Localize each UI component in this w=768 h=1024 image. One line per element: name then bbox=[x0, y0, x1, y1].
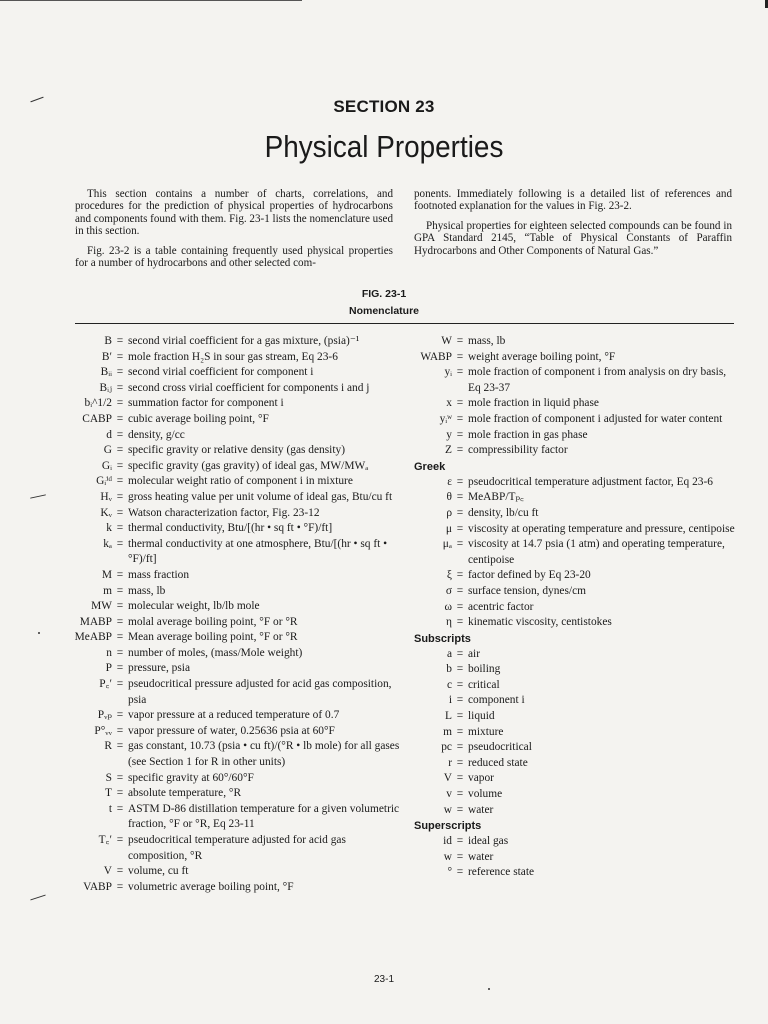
entry-definition: pressure, psia bbox=[128, 662, 190, 675]
equals-sign: = bbox=[456, 600, 464, 613]
nomenclature-entry bbox=[60, 428, 400, 444]
equals-sign: = bbox=[116, 350, 124, 363]
entry-symbol: Z bbox=[445, 444, 452, 457]
entry-definition: Mean average boiling point, °F or °R bbox=[128, 631, 298, 644]
entry-definition: pseudocritical pressure adjusted for acid gas composition, psia bbox=[128, 678, 392, 706]
entry-symbol: a bbox=[446, 647, 452, 660]
entry-definition: thermal conductivity at one atmosphere, Btu/[(hr • sq ft • °F)/ft] bbox=[128, 537, 388, 566]
scan-dot bbox=[38, 632, 40, 634]
equals-sign: = bbox=[116, 646, 124, 659]
equals-sign: = bbox=[456, 663, 464, 676]
entry-definition: Watson characterization factor, Fig. 23-12 bbox=[128, 506, 320, 519]
entry-definition: compressibility factor bbox=[468, 444, 568, 457]
entry-symbol: V bbox=[443, 772, 452, 785]
entry-symbol: WABP bbox=[420, 350, 452, 363]
nomenclature-entry bbox=[380, 568, 740, 584]
nomenclature-right-column bbox=[380, 334, 740, 881]
entry-symbol: ° bbox=[447, 866, 452, 879]
nomenclature-entry bbox=[60, 490, 400, 506]
entry-symbol: T꜀′ bbox=[98, 834, 112, 846]
equals-sign: = bbox=[456, 866, 464, 879]
entry-symbol: yᵢ bbox=[444, 366, 452, 379]
entry-definition: reference state bbox=[468, 866, 535, 879]
section-number: SECTION 23 bbox=[333, 97, 435, 116]
entry-definition: absolute temperature, °R bbox=[128, 787, 242, 800]
equals-sign: = bbox=[456, 444, 464, 457]
nomenclature-left-column bbox=[60, 334, 400, 895]
entry-symbol: yᵢʷ bbox=[439, 412, 452, 425]
entry-symbol: y bbox=[446, 428, 452, 441]
equals-sign: = bbox=[456, 835, 464, 848]
entry-definition: density, g/cc bbox=[128, 428, 185, 441]
nomenclature-entry bbox=[380, 475, 740, 491]
equals-sign: = bbox=[116, 662, 124, 675]
equals-sign: = bbox=[456, 678, 464, 691]
entry-symbol: MW bbox=[91, 600, 112, 613]
entry-symbol: w bbox=[443, 850, 452, 863]
equals-sign: = bbox=[116, 475, 124, 488]
nomenclature-entry bbox=[380, 584, 740, 600]
entry-definition: factor defined by Eq 23-20 bbox=[468, 569, 591, 582]
intro-paragraph: Physical properties for eighteen selected compounds can be found in GPA Standard 2145, “Table of Physical Constants of Paraffin Hydrocarbons and Other Components of Natural Gas.” bbox=[414, 219, 732, 257]
entry-symbol: Bᵢⱼ bbox=[99, 381, 112, 394]
nomenclature-entry bbox=[380, 771, 740, 787]
equals-sign: = bbox=[116, 740, 124, 753]
entry-symbol: Hᵥ bbox=[100, 490, 112, 503]
equals-sign: = bbox=[116, 335, 124, 347]
nomenclature-entry bbox=[380, 412, 740, 428]
entry-symbol: ρ bbox=[446, 506, 452, 519]
entry-definition: water bbox=[468, 850, 494, 863]
entry-symbol: P°ᵥᵥ bbox=[94, 724, 112, 737]
equals-sign: = bbox=[456, 522, 464, 535]
figure-rule bbox=[75, 323, 734, 324]
nomenclature-entry bbox=[60, 334, 400, 350]
nomenclature-entry bbox=[60, 864, 400, 880]
nomenclature-entry bbox=[60, 677, 400, 708]
equals-sign: = bbox=[456, 538, 464, 551]
equals-sign: = bbox=[116, 506, 124, 519]
equals-sign: = bbox=[116, 412, 124, 425]
entry-definition: reduced state bbox=[468, 756, 528, 769]
entry-symbol: μₐ bbox=[442, 538, 452, 551]
equals-sign: = bbox=[116, 366, 124, 379]
entry-definition: volume, cu ft bbox=[128, 865, 189, 878]
nomenclature-entry bbox=[60, 412, 400, 428]
entry-definition: vapor bbox=[468, 772, 494, 785]
nomenclature-entry bbox=[60, 880, 400, 896]
entry-definition: mole fraction H₂S in sour gas stream, Eq 23-6 bbox=[128, 350, 338, 363]
nomenclature-entry bbox=[60, 474, 400, 490]
nomenclature-entry bbox=[380, 740, 740, 756]
entry-symbol: Pᵥₚ bbox=[97, 709, 112, 722]
nomenclature-entry bbox=[60, 568, 400, 584]
entry-definition: mass fraction bbox=[128, 568, 190, 581]
entry-symbol: θ bbox=[446, 491, 452, 504]
entry-symbol: MABP bbox=[79, 615, 112, 628]
nomenclature-entry bbox=[60, 739, 400, 770]
equals-sign: = bbox=[116, 771, 124, 784]
entry-symbol: S bbox=[105, 771, 112, 784]
nomenclature-entry bbox=[60, 365, 400, 381]
equals-sign: = bbox=[456, 475, 464, 488]
entry-definition: density, lb/cu ft bbox=[468, 506, 539, 519]
nomenclature-entry bbox=[60, 599, 400, 615]
equals-sign: = bbox=[116, 787, 124, 800]
equals-sign: = bbox=[116, 522, 124, 535]
intro-paragraph: This section contains a number of charts, correlations, and procedures for the prediction of physical properties of hydrocarbons and components found with them. Fig. 23-1 lists the nomenclature used in this section. bbox=[75, 188, 393, 238]
nomenclature-entry bbox=[60, 630, 400, 646]
entry-symbol: MeABP bbox=[74, 631, 112, 644]
entry-symbol: m bbox=[103, 584, 112, 597]
nomenclature-entry bbox=[380, 350, 740, 366]
nomenclature-entry bbox=[380, 537, 740, 568]
entry-definition: pseudocritical temperature adjustment factor, Eq 23-6 bbox=[468, 475, 713, 488]
entry-definition: critical bbox=[468, 678, 500, 691]
entry-symbol: v bbox=[446, 788, 452, 801]
nomenclature-entry bbox=[380, 865, 740, 881]
nomenclature-entry bbox=[380, 428, 740, 444]
entry-symbol: P bbox=[105, 662, 112, 675]
equals-sign: = bbox=[456, 725, 464, 738]
entry-definition: volumetric average boiling point, °F bbox=[128, 880, 294, 893]
entry-symbol: n bbox=[106, 646, 112, 659]
entry-symbol: id bbox=[443, 835, 452, 848]
equals-sign: = bbox=[456, 412, 464, 425]
entry-symbol: R bbox=[104, 740, 112, 753]
entry-symbol: P꜀′ bbox=[99, 678, 112, 691]
entry-definition: second virial coefficient for a gas mixture, (psia)⁻¹ bbox=[128, 335, 360, 347]
equals-sign: = bbox=[456, 694, 464, 707]
nomenclature-entry bbox=[60, 724, 400, 740]
equals-sign: = bbox=[456, 491, 464, 504]
nomenclature-entry bbox=[60, 771, 400, 787]
equals-sign: = bbox=[456, 366, 464, 379]
nomenclature-entry bbox=[60, 459, 400, 475]
entry-definition: mole fraction in gas phase bbox=[468, 428, 588, 441]
entry-definition: specific gravity (gas gravity) of ideal gas, MW/MWₐ bbox=[128, 459, 369, 472]
entry-definition: gas constant, 10.73 (psia • cu ft)/(°R • lb mole) for all gases (see Section 1 for R in other units) bbox=[128, 740, 400, 769]
equals-sign: = bbox=[456, 506, 464, 519]
entry-definition: molecular weight, lb/lb mole bbox=[128, 600, 260, 613]
nomenclature-entry bbox=[380, 334, 740, 350]
nomenclature-entry bbox=[380, 693, 740, 709]
nomenclature-entry bbox=[60, 537, 400, 568]
entry-symbol: Gᵢ bbox=[101, 459, 112, 472]
equals-sign: = bbox=[116, 428, 124, 441]
entry-symbol: Bᵢᵢ bbox=[100, 366, 112, 379]
entry-definition: ASTM D-86 distillation temperature for a given volumetric fraction, °F or °R, Eq 23-11 bbox=[128, 802, 400, 831]
entry-definition: liquid bbox=[468, 710, 495, 723]
equals-sign: = bbox=[456, 850, 464, 863]
nomenclature-entry bbox=[380, 522, 740, 538]
entry-definition: boiling bbox=[468, 663, 501, 676]
entry-definition: air bbox=[468, 647, 481, 660]
nomenclature-entry bbox=[380, 756, 740, 772]
nomenclature-entry bbox=[60, 646, 400, 662]
entry-definition: water bbox=[468, 803, 494, 816]
entry-definition: viscosity at 14.7 psia (1 atm) and operating temperature, centipoise bbox=[468, 538, 725, 566]
nomenclature-entry bbox=[380, 490, 740, 506]
nomenclature-entry bbox=[380, 662, 740, 678]
entry-symbol: W bbox=[441, 335, 452, 347]
nomenclature-entry bbox=[60, 708, 400, 724]
entry-definition: mole fraction of component i adjusted for water content bbox=[468, 412, 723, 425]
equals-sign: = bbox=[116, 584, 124, 597]
equals-sign: = bbox=[456, 803, 464, 816]
equals-sign: = bbox=[456, 710, 464, 723]
entry-definition: mole fraction of component i from analysis on dry basis, Eq 23-37 bbox=[468, 366, 727, 394]
entry-symbol: η bbox=[446, 616, 452, 629]
entry-definition: second virial coefficient for component i bbox=[128, 366, 314, 379]
nomenclature-entry bbox=[380, 803, 740, 819]
entry-symbol: w bbox=[443, 803, 452, 816]
equals-sign: = bbox=[456, 772, 464, 785]
entry-definition: MeABP/Tₚ꜀ bbox=[468, 491, 524, 504]
entry-definition: mole fraction in liquid phase bbox=[468, 397, 599, 410]
entry-symbol: V bbox=[103, 865, 112, 878]
equals-sign: = bbox=[116, 397, 124, 410]
entry-definition: pseudocritical bbox=[468, 741, 532, 754]
entry-definition: mixture bbox=[468, 725, 504, 738]
superscripts-heading: Superscripts bbox=[414, 820, 482, 833]
nomenclature-entry bbox=[60, 350, 400, 366]
equals-sign: = bbox=[456, 788, 464, 801]
subscripts-heading: Subscripts bbox=[414, 632, 471, 645]
entry-symbol: b bbox=[446, 663, 452, 676]
entry-definition: summation factor for component i bbox=[128, 397, 284, 410]
entry-symbol: G bbox=[103, 444, 112, 457]
page-title: Physical Properties bbox=[264, 129, 504, 164]
entry-symbol: bᵢ^1/2 bbox=[84, 397, 112, 410]
entry-definition: mass, lb bbox=[128, 584, 166, 597]
equals-sign: = bbox=[456, 397, 464, 410]
scan-dot bbox=[488, 988, 490, 990]
equals-sign: = bbox=[456, 569, 464, 582]
nomenclature-entry bbox=[380, 647, 740, 663]
figure-label: FIG. 23-1 bbox=[361, 288, 407, 300]
top-rule bbox=[0, 0, 302, 1]
entry-symbol: L bbox=[445, 710, 452, 723]
intro-left-column bbox=[75, 188, 393, 276]
entry-definition: viscosity at operating temperature and pressure, centipoise bbox=[468, 522, 735, 535]
entry-definition: vapor pressure at a reduced temperature of 0.7 bbox=[128, 709, 340, 722]
entry-symbol: x bbox=[446, 397, 452, 410]
equals-sign: = bbox=[116, 600, 124, 613]
equals-sign: = bbox=[456, 741, 464, 754]
nomenclature-entry bbox=[60, 584, 400, 600]
equals-sign: = bbox=[456, 584, 464, 597]
equals-sign: = bbox=[116, 537, 124, 550]
greek-heading: Greek bbox=[414, 460, 446, 473]
entry-symbol: CABP bbox=[82, 412, 112, 425]
entry-definition: weight average boiling point, °F bbox=[468, 350, 616, 363]
equals-sign: = bbox=[456, 428, 464, 441]
entry-definition: surface tension, dynes/cm bbox=[468, 584, 586, 597]
entry-symbol: pc bbox=[441, 741, 452, 754]
entry-definition: number of moles, (mass/Mole weight) bbox=[128, 646, 303, 659]
nomenclature-entry bbox=[380, 396, 740, 412]
entry-symbol: B′ bbox=[101, 350, 112, 363]
entry-definition: pseudocritical temperature adjusted for acid gas composition, °R bbox=[128, 834, 346, 862]
equals-sign: = bbox=[116, 490, 124, 503]
nomenclature-entry bbox=[380, 678, 740, 694]
entry-symbol: μ bbox=[445, 522, 452, 535]
entry-symbol: c bbox=[446, 678, 452, 691]
equals-sign: = bbox=[116, 724, 124, 737]
entry-definition: molal average boiling point, °F or °R bbox=[128, 615, 298, 628]
nomenclature-entry bbox=[60, 786, 400, 802]
nomenclature-entry bbox=[60, 615, 400, 631]
entry-symbol: M bbox=[101, 568, 112, 581]
entry-symbol: i bbox=[448, 694, 452, 707]
scan-mark bbox=[30, 895, 46, 901]
intro-paragraph: Fig. 23-2 is a table containing frequently used physical properties for a number of hydrocarbons and other selected com- bbox=[75, 244, 393, 270]
equals-sign: = bbox=[116, 381, 124, 394]
nomenclature-entry bbox=[60, 833, 400, 864]
entry-definition: molecular weight ratio of component i in mixture bbox=[128, 475, 353, 488]
nomenclature-entry bbox=[60, 381, 400, 397]
nomenclature-entry bbox=[380, 787, 740, 803]
nomenclature-entry bbox=[380, 709, 740, 725]
entry-symbol: Kᵥ bbox=[100, 506, 112, 519]
equals-sign: = bbox=[116, 444, 124, 457]
nomenclature-entry bbox=[380, 443, 740, 459]
nomenclature-entry bbox=[380, 600, 740, 616]
entry-definition: thermal conductivity, Btu/[(hr • sq ft • °F)/ft] bbox=[128, 522, 333, 535]
nomenclature-entry bbox=[60, 521, 400, 537]
entry-symbol: σ bbox=[445, 584, 452, 597]
nomenclature-entry bbox=[380, 615, 740, 631]
equals-sign: = bbox=[116, 880, 124, 893]
nomenclature-entry bbox=[380, 834, 740, 850]
entry-symbol: VABP bbox=[83, 880, 112, 893]
entry-symbol: ε bbox=[447, 475, 452, 488]
equals-sign: = bbox=[116, 678, 124, 691]
intro-right-column bbox=[414, 188, 732, 264]
entry-symbol: ξ bbox=[446, 569, 452, 582]
nomenclature-entry bbox=[60, 661, 400, 677]
entry-symbol: t bbox=[108, 802, 112, 815]
scan-mark bbox=[30, 494, 46, 498]
entry-definition: mass, lb bbox=[468, 335, 506, 347]
nomenclature-entry bbox=[60, 506, 400, 522]
nomenclature-entry bbox=[60, 396, 400, 412]
equals-sign: = bbox=[116, 865, 124, 878]
entry-symbol: ω bbox=[444, 600, 452, 613]
nomenclature-entry bbox=[380, 506, 740, 522]
figure-caption: Nomenclature bbox=[348, 305, 420, 317]
equals-sign: = bbox=[116, 709, 124, 722]
nomenclature-entry bbox=[380, 725, 740, 741]
entry-definition: acentric factor bbox=[468, 600, 534, 613]
nomenclature-entry bbox=[60, 802, 400, 833]
entry-symbol: kₐ bbox=[103, 537, 112, 550]
equals-sign: = bbox=[456, 350, 464, 363]
equals-sign: = bbox=[456, 335, 464, 347]
nomenclature-entry bbox=[60, 443, 400, 459]
entry-definition: gross heating value per unit volume of ideal gas, Btu/cu ft bbox=[128, 490, 393, 503]
entry-symbol: m bbox=[443, 725, 452, 738]
entry-definition: specific gravity or relative density (gas density) bbox=[128, 444, 345, 457]
entry-symbol: B bbox=[104, 335, 112, 347]
equals-sign: = bbox=[116, 568, 124, 581]
entry-definition: volume bbox=[468, 788, 503, 801]
entry-definition: second cross virial coefficient for components i and j bbox=[128, 381, 370, 394]
page-number: 23-1 bbox=[373, 974, 394, 985]
entry-symbol: T bbox=[105, 787, 112, 800]
entry-definition: cubic average boiling point, °F bbox=[128, 412, 269, 425]
equals-sign: = bbox=[456, 616, 464, 629]
entry-definition: vapor pressure of water, 0.25636 psia at 60°F bbox=[128, 724, 335, 737]
entry-definition: ideal gas bbox=[468, 835, 509, 848]
equals-sign: = bbox=[456, 647, 464, 660]
equals-sign: = bbox=[116, 802, 124, 815]
entry-symbol: Gᵢⁱᵈ bbox=[96, 475, 112, 488]
equals-sign: = bbox=[116, 834, 124, 846]
equals-sign: = bbox=[116, 459, 124, 472]
entry-definition: kinematic viscosity, centistokes bbox=[468, 616, 612, 629]
entry-definition: specific gravity at 60°/60°F bbox=[128, 771, 254, 784]
equals-sign: = bbox=[116, 615, 124, 628]
nomenclature-entry bbox=[380, 850, 740, 866]
equals-sign: = bbox=[456, 756, 464, 769]
entry-symbol: r bbox=[448, 756, 452, 769]
entry-definition: component i bbox=[468, 694, 525, 707]
entry-symbol: k bbox=[106, 522, 112, 535]
nomenclature-entry bbox=[380, 365, 740, 396]
intro-paragraph: ponents. Immediately following is a detailed list of references and footnoted explanation for the values in Fig. 23-2. bbox=[414, 188, 732, 213]
equals-sign: = bbox=[116, 631, 124, 644]
entry-symbol: d bbox=[106, 428, 112, 441]
